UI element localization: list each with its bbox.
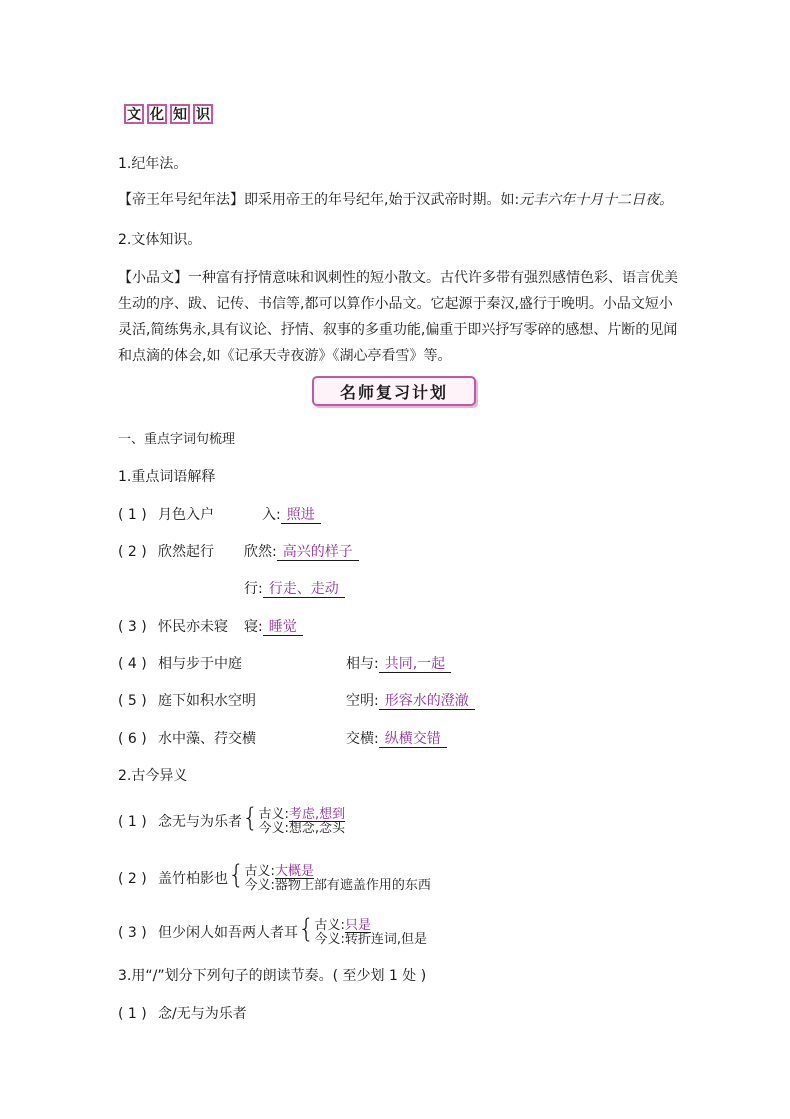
- gujin-row: [118, 860, 431, 894]
- answer-blank: [379, 731, 447, 748]
- answer-blank: [379, 693, 475, 710]
- answer-text: 睡觉: [268, 619, 297, 635]
- gu-label: 古义:: [244, 864, 275, 879]
- row-phrase: 但少闲人如吾两人者耳: [158, 925, 298, 941]
- row-phrase: 水中藻、荇交横: [158, 731, 256, 747]
- word-row: [118, 729, 447, 749]
- answer-text: 照进: [286, 507, 315, 523]
- term-label: 【小品文】: [118, 270, 188, 286]
- row-number: ( 2 ): [118, 544, 147, 560]
- term-text: 即采用帝王的年号纪年,始于汉武帝时期。如:: [244, 192, 520, 208]
- brace-icon: {: [298, 914, 315, 944]
- word-row: [118, 617, 303, 637]
- row-phrase: 盖竹柏影也: [158, 871, 228, 887]
- row-phrase: 月色入户: [158, 507, 214, 523]
- gu-label: 古义:: [314, 918, 345, 933]
- gu-answer: 考虑,想到: [288, 807, 346, 822]
- answer-text: 行走、走动: [268, 581, 339, 597]
- row-number: ( 2 ): [118, 871, 147, 887]
- gu-label: 古义:: [258, 807, 289, 822]
- row-number: ( 4 ): [118, 656, 147, 672]
- item-calendar-title: 1.纪年法。: [118, 156, 188, 172]
- item-genre-title: 2.文体知识。: [118, 232, 202, 248]
- culture-knowledge-header: [124, 104, 213, 124]
- row-number: ( 3 ): [118, 619, 147, 635]
- rhythm-title: 3.用“/”划分下列句子的朗读节奏。( 至少划 1 处 ): [118, 968, 427, 984]
- row-phrase: 相与步于中庭: [158, 656, 242, 672]
- gujin-pair: [315, 919, 428, 947]
- gu-answer: 只是: [344, 918, 371, 933]
- row-number: ( 1 ): [118, 507, 147, 523]
- row-number: ( 6 ): [118, 731, 147, 747]
- row-phrase: 欣然起行: [158, 544, 214, 560]
- gujin-pair: [259, 808, 346, 836]
- row-phrase: 庭下如积水空明: [158, 693, 256, 709]
- term-text: 一种富有抒情意味和讽刺性的短小散文。古代许多带有强烈感情色彩、语言优美生动的序、跋、记传、书信等,都可以算作小品文。它起源于秦汉,盛行于晚明。小品文短小灵活,简练隽永,具有议论、抒情、叙事的多重功能,偏重于即兴抒写零碎的感想、片断的见闻和点滴的体会,如《记承天寺夜游》《湖心亭看雪》等。: [118, 270, 678, 364]
- word-row: [118, 542, 359, 562]
- gu-line: [245, 865, 431, 879]
- gu-answer: 大概是: [274, 864, 314, 879]
- gu-line: [315, 919, 428, 933]
- header-char: 知: [170, 104, 190, 124]
- row-phrase: 念无与为乐者: [158, 814, 242, 830]
- item-calendar-body: [118, 190, 673, 210]
- row-term: 欣然:: [244, 544, 277, 560]
- gujin-row: [118, 914, 427, 948]
- row-term: 入:: [262, 507, 281, 523]
- term-example: 元丰六年十月十二日夜。: [519, 192, 674, 208]
- row-term: 交横:: [346, 731, 379, 747]
- answer-blank: [277, 544, 359, 561]
- word-row: [118, 505, 321, 525]
- section-title: 一、重点字词句梳理: [118, 432, 236, 447]
- jin-line: 今义:器物上部有遮盖作用的东西: [244, 878, 431, 893]
- gujin-pair: [245, 865, 431, 893]
- answer-blank: [281, 507, 321, 524]
- row-phrase: 怀民亦未寝: [158, 619, 228, 635]
- answer-text: 高兴的样子: [282, 544, 353, 560]
- word-row: [118, 654, 451, 674]
- brace-icon: {: [228, 860, 245, 890]
- answer-text: 纵横交错: [384, 731, 441, 747]
- row-number: ( 1 ): [118, 814, 147, 830]
- rhythm-text: 念/无与为乐者: [158, 1006, 247, 1022]
- word-row: [244, 579, 345, 599]
- gujin-row: [118, 803, 345, 837]
- jin-line: 今义:想念,念头: [258, 821, 346, 836]
- review-plan-banner: 名师复习计划: [312, 376, 476, 406]
- header-char: 识: [193, 104, 213, 124]
- answer-text: 形容水的澄澈: [384, 693, 469, 709]
- answer-blank: [263, 619, 303, 636]
- header-char: 文: [124, 104, 144, 124]
- words-title: 1.重点词语解释: [118, 469, 216, 485]
- row-term: 空明:: [346, 693, 379, 709]
- row-number: ( 1 ): [118, 1006, 147, 1022]
- row-number: ( 3 ): [118, 925, 147, 941]
- gujin-title: 2.古今异义: [118, 768, 188, 784]
- answer-text: 共同,一起: [384, 656, 446, 672]
- brace-icon: {: [242, 803, 259, 833]
- answer-blank: [379, 656, 451, 673]
- term-label: 【帝王年号纪年法】: [118, 192, 244, 208]
- row-number: ( 5 ): [118, 693, 147, 709]
- row-term: 行:: [244, 581, 263, 597]
- jin-line: 今义:转折连词,但是: [314, 932, 428, 947]
- answer-blank: [263, 581, 345, 598]
- word-row: [118, 691, 475, 711]
- row-term: 寝:: [244, 619, 263, 635]
- header-char: 化: [147, 104, 167, 124]
- rhythm-row: [118, 1004, 247, 1024]
- item-genre-body: [118, 265, 678, 369]
- row-term: 相与:: [346, 656, 379, 672]
- gu-line: [259, 808, 346, 822]
